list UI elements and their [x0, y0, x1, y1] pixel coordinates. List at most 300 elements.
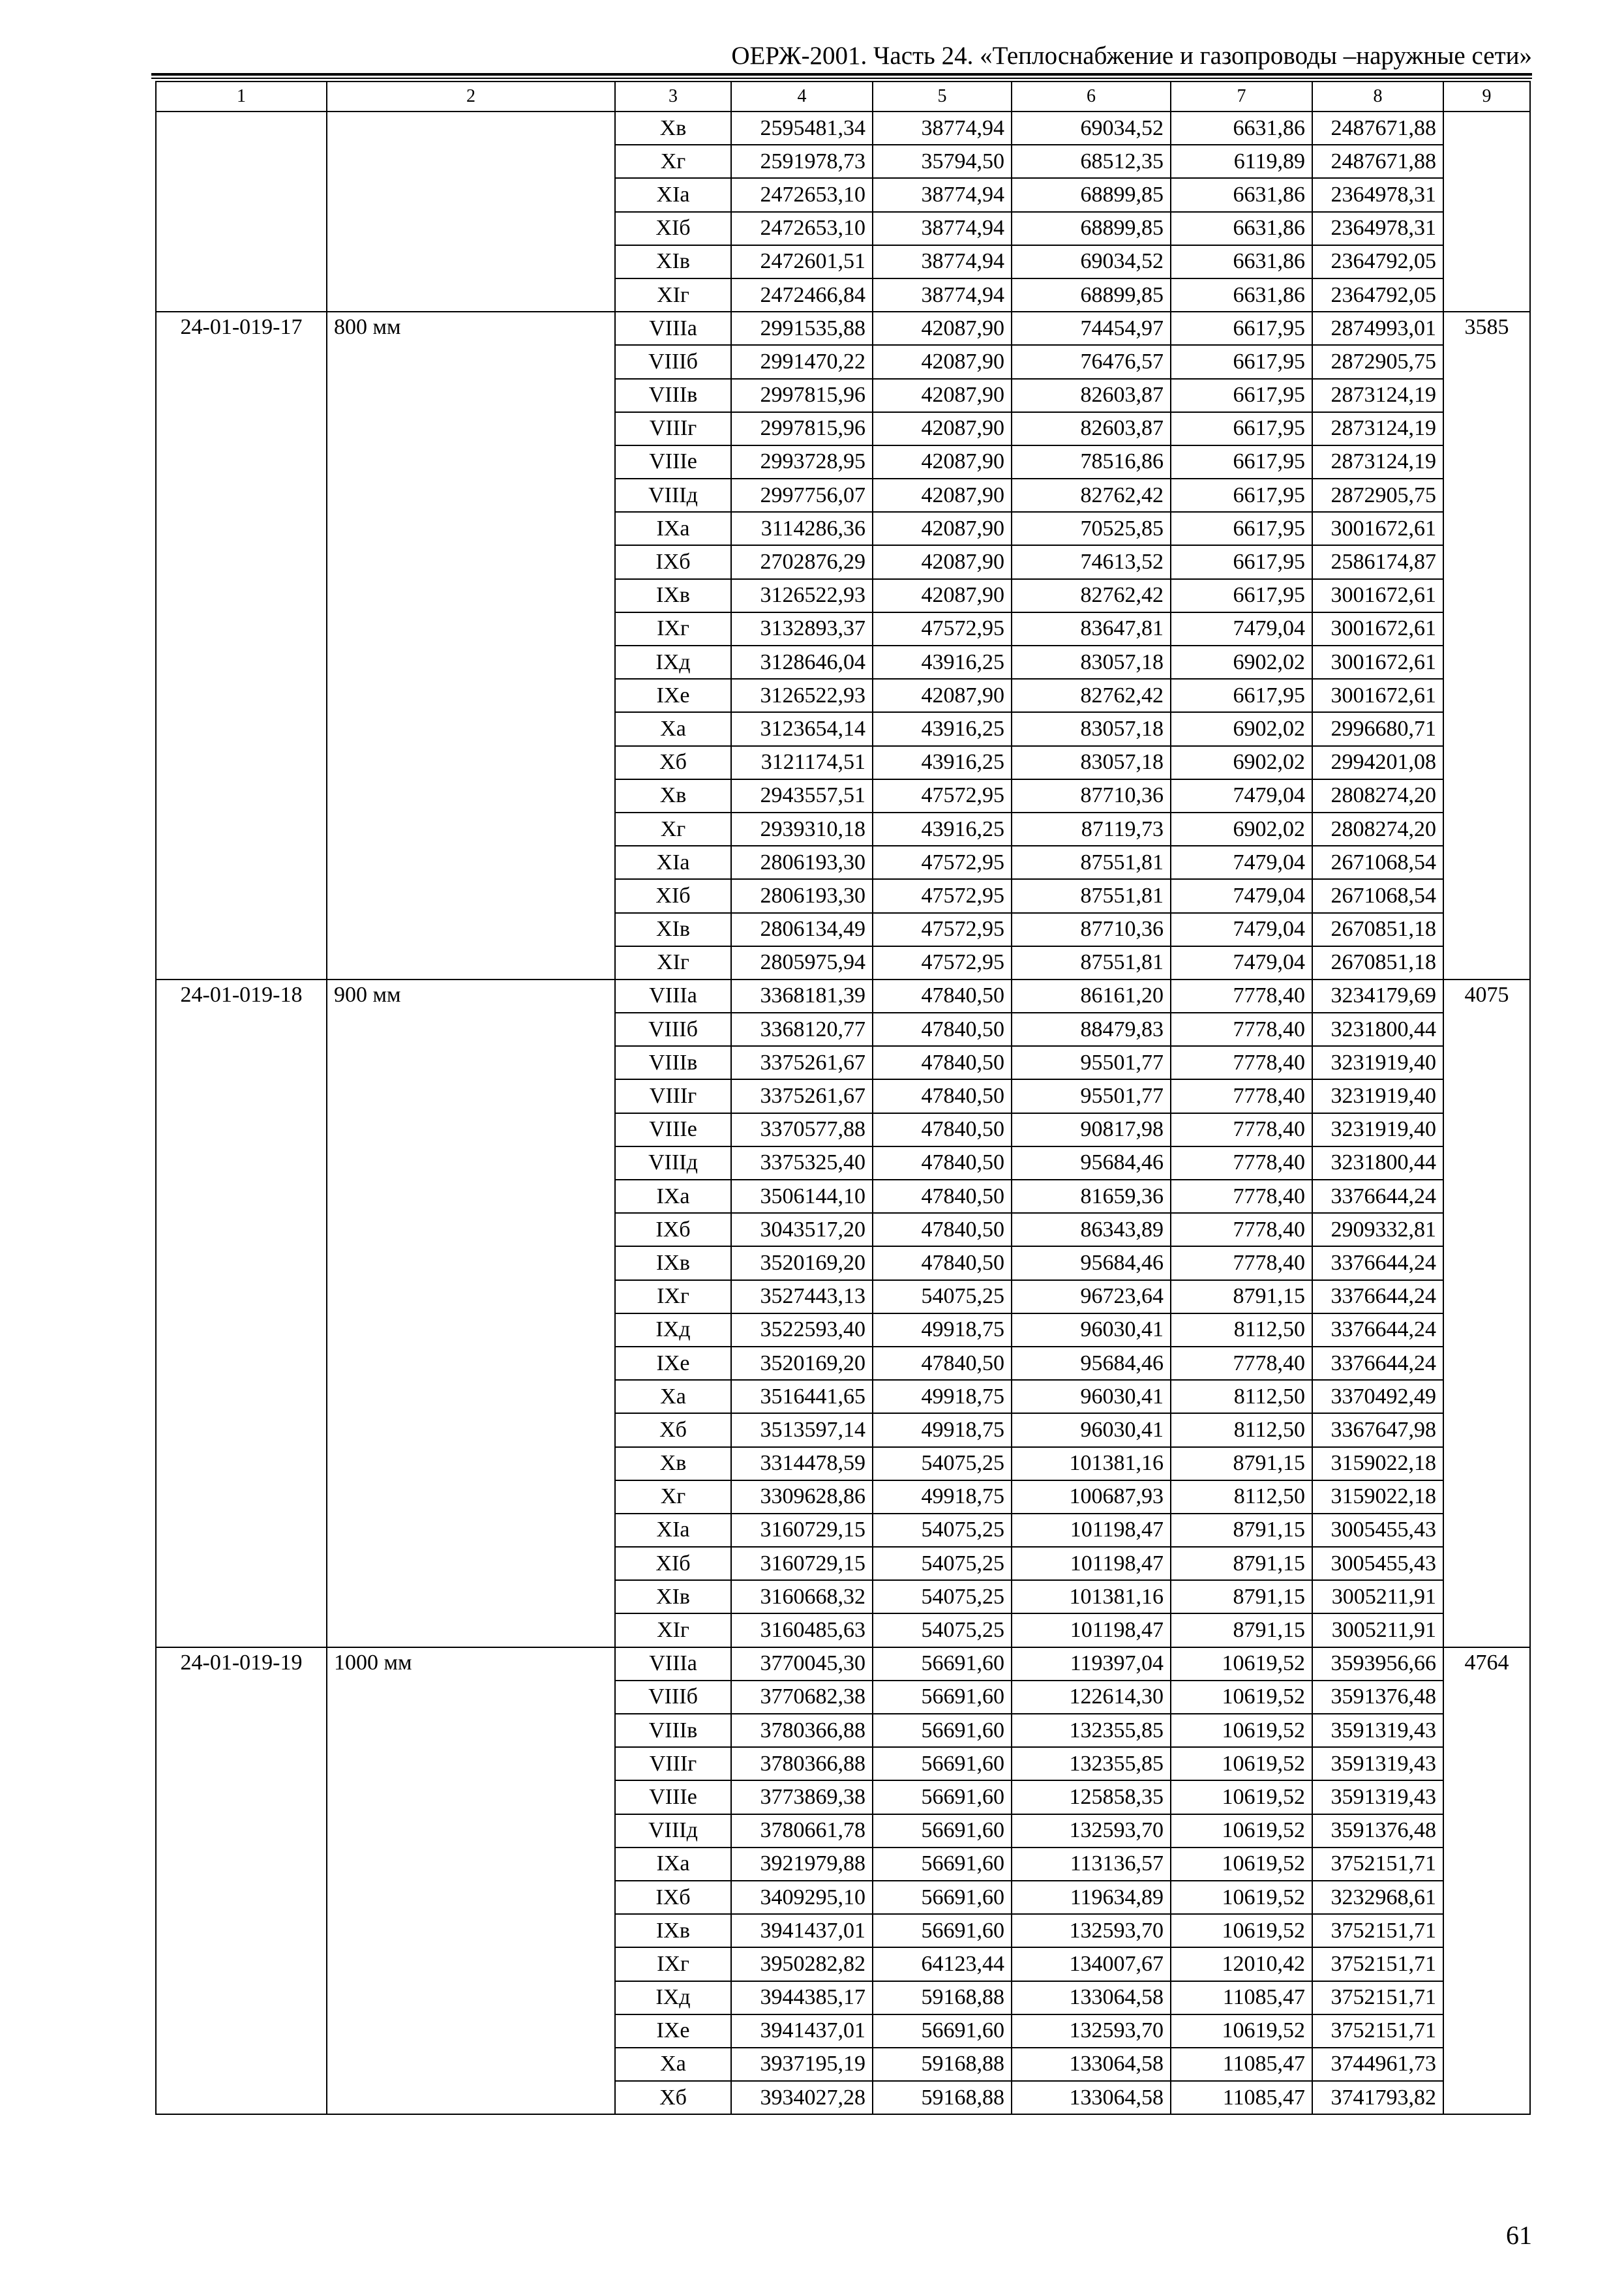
wages-cell: 38774,94 [873, 112, 1012, 145]
materials-cell: 2994201,08 [1312, 746, 1443, 779]
wages-cell: 47840,50 [873, 1079, 1012, 1113]
materials-cell: 2670851,18 [1312, 946, 1443, 980]
materials-cell: 2586174,87 [1312, 545, 1443, 578]
machinist-wages-cell: 10619,52 [1171, 1681, 1312, 1714]
rate-total-cell: 3950282,82 [731, 1947, 873, 1981]
machinist-wages-cell: 7778,40 [1171, 1146, 1312, 1180]
labor-cost: 4075 [1443, 980, 1530, 1647]
zone-code: ХIа [615, 846, 731, 879]
table-body [156, 82, 1530, 2114]
zone-code: Ха [615, 2048, 731, 2081]
machine-cost-cell: 119634,89 [1012, 1881, 1171, 1914]
wages-cell: 47840,50 [873, 1213, 1012, 1246]
machinist-wages-cell: 7778,40 [1171, 1246, 1312, 1279]
wages-cell: 49918,75 [873, 1480, 1012, 1514]
materials-cell: 2487671,88 [1312, 145, 1443, 178]
zone-code: IХд [615, 646, 731, 679]
materials-cell: 3370492,49 [1312, 1380, 1443, 1413]
wages-cell: 42087,90 [873, 445, 1012, 479]
column-number: 5 [873, 82, 1012, 112]
zone-code: IХв [615, 1246, 731, 1279]
materials-cell: 2874993,01 [1312, 312, 1443, 345]
machine-cost-cell: 132593,70 [1012, 1814, 1171, 1848]
zone-code: Хг [615, 1480, 731, 1514]
wages-cell: 54075,25 [873, 1447, 1012, 1480]
rate-total-cell: 2991470,22 [731, 345, 873, 378]
machine-cost-cell: 87551,81 [1012, 879, 1171, 912]
wages-cell: 59168,88 [873, 2081, 1012, 2114]
zone-code: IХе [615, 2014, 731, 2048]
wages-cell: 43916,25 [873, 712, 1012, 745]
wages-cell: 42087,90 [873, 345, 1012, 378]
machinist-wages-cell: 7479,04 [1171, 946, 1312, 980]
rate-total-cell: 3126522,93 [731, 579, 873, 612]
wages-cell: 47840,50 [873, 1146, 1012, 1180]
machine-cost-cell: 119397,04 [1012, 1647, 1171, 1681]
table-row [156, 980, 1530, 1013]
wages-cell: 54075,25 [873, 1280, 1012, 1313]
machine-cost-cell: 81659,36 [1012, 1180, 1171, 1213]
wages-cell: 47840,50 [873, 1046, 1012, 1079]
machinist-wages-cell: 7778,40 [1171, 1079, 1312, 1113]
machine-cost-cell: 87710,36 [1012, 779, 1171, 813]
zone-code: VIIIб [615, 1013, 731, 1046]
machine-cost-cell: 70525,85 [1012, 512, 1171, 545]
zone-code: IХб [615, 1213, 731, 1246]
machine-cost-cell: 76476,57 [1012, 345, 1171, 378]
wages-cell: 54075,25 [873, 1514, 1012, 1547]
materials-cell: 2872905,75 [1312, 345, 1443, 378]
zone-code: Хв [615, 1447, 731, 1480]
materials-cell: 3376644,24 [1312, 1313, 1443, 1347]
machinist-wages-cell: 8791,15 [1171, 1547, 1312, 1580]
rate-total-cell: 3128646,04 [731, 646, 873, 679]
materials-cell: 3367647,98 [1312, 1413, 1443, 1446]
zone-code: IХг [615, 1947, 731, 1981]
wages-cell: 47572,95 [873, 612, 1012, 646]
machinist-wages-cell: 7479,04 [1171, 612, 1312, 646]
zone-code: VIIIд [615, 1814, 731, 1848]
wages-cell: 54075,25 [873, 1580, 1012, 1613]
machine-cost-cell: 87710,36 [1012, 913, 1171, 946]
rate-total-cell: 2806193,30 [731, 879, 873, 912]
header-rule-thin [151, 78, 1532, 79]
wages-cell: 59168,88 [873, 2048, 1012, 2081]
wages-cell: 56691,60 [873, 1681, 1012, 1714]
zone-code: VIIIг [615, 1079, 731, 1113]
table-row [156, 112, 1530, 145]
machine-cost-cell: 82762,42 [1012, 579, 1171, 612]
machinist-wages-cell: 7479,04 [1171, 879, 1312, 912]
wages-cell: 56691,60 [873, 1747, 1012, 1780]
rate-total-cell: 3160729,15 [731, 1514, 873, 1547]
materials-cell: 3231800,44 [1312, 1013, 1443, 1046]
pipe-diameter: 800 мм [327, 312, 615, 980]
rate-total-cell: 2997815,96 [731, 379, 873, 412]
rate-total-cell: 2806134,49 [731, 913, 873, 946]
materials-cell: 3752151,71 [1312, 2014, 1443, 2048]
wages-cell: 42087,90 [873, 379, 1012, 412]
rate-total-cell: 3132893,37 [731, 612, 873, 646]
machinist-wages-cell: 10619,52 [1171, 1647, 1312, 1681]
rate-total-cell: 3773869,38 [731, 1780, 873, 1814]
wages-cell: 64123,44 [873, 1947, 1012, 1981]
rate-total-cell: 3368120,77 [731, 1013, 873, 1046]
rate-total-cell: 3309628,86 [731, 1480, 873, 1514]
machine-cost-cell: 134007,67 [1012, 1947, 1171, 1981]
zone-code: Хг [615, 145, 731, 178]
rate-total-cell: 3516441,65 [731, 1380, 873, 1413]
machine-cost-cell: 96030,41 [1012, 1313, 1171, 1347]
machinist-wages-cell: 12010,42 [1171, 1947, 1312, 1981]
rate-total-cell: 2595481,34 [731, 112, 873, 145]
rate-total-cell: 3160668,32 [731, 1580, 873, 1613]
zone-code: IХв [615, 579, 731, 612]
machine-cost-cell: 101198,47 [1012, 1514, 1171, 1547]
wages-cell: 47840,50 [873, 1347, 1012, 1380]
wages-cell: 38774,94 [873, 212, 1012, 245]
rate-total-cell: 3770045,30 [731, 1647, 873, 1681]
machine-cost-cell: 82762,42 [1012, 479, 1171, 512]
machine-cost-cell: 86161,20 [1012, 980, 1171, 1013]
machinist-wages-cell: 8112,50 [1171, 1380, 1312, 1413]
wages-cell: 59168,88 [873, 1981, 1012, 2014]
zone-code: ХIа [615, 178, 731, 211]
machine-cost-cell: 100687,93 [1012, 1480, 1171, 1514]
zone-code: Ха [615, 1380, 731, 1413]
zone-code: VIIIд [615, 479, 731, 512]
wages-cell: 56691,60 [873, 2014, 1012, 2048]
rate-total-cell: 3375261,67 [731, 1046, 873, 1079]
materials-cell: 3001672,61 [1312, 512, 1443, 545]
wages-cell: 47840,50 [873, 1013, 1012, 1046]
machine-cost-cell: 133064,58 [1012, 2081, 1171, 2114]
wages-cell: 56691,60 [873, 1814, 1012, 1848]
machinist-wages-cell: 7778,40 [1171, 1213, 1312, 1246]
rate-total-cell: 2591978,73 [731, 145, 873, 178]
zone-code: IХг [615, 612, 731, 646]
pipe-diameter: 1000 мм [327, 1647, 615, 2115]
wages-cell: 43916,25 [873, 813, 1012, 846]
zone-code: IХе [615, 679, 731, 712]
machinist-wages-cell: 6902,02 [1171, 646, 1312, 679]
zone-code: Хб [615, 1413, 731, 1446]
rate-total-cell: 3160729,15 [731, 1547, 873, 1580]
column-number: 9 [1443, 82, 1530, 112]
rate-code: 24-01-019-17 [156, 312, 327, 980]
machine-cost-cell: 95501,77 [1012, 1046, 1171, 1079]
machine-cost-cell: 132355,85 [1012, 1714, 1171, 1747]
rate-total-cell: 3314478,59 [731, 1447, 873, 1480]
machinist-wages-cell: 6617,95 [1171, 512, 1312, 545]
machine-cost-cell: 87551,81 [1012, 846, 1171, 879]
machine-cost-cell: 86343,89 [1012, 1213, 1171, 1246]
materials-cell: 3591319,43 [1312, 1747, 1443, 1780]
rate-total-cell: 3368181,39 [731, 980, 873, 1013]
rate-total-cell: 3370577,88 [731, 1113, 873, 1146]
column-number: 4 [731, 82, 873, 112]
machine-cost-cell: 96723,64 [1012, 1280, 1171, 1313]
materials-cell: 3231800,44 [1312, 1146, 1443, 1180]
rate-total-cell: 3921979,88 [731, 1848, 873, 1881]
machinist-wages-cell: 6617,95 [1171, 579, 1312, 612]
wages-cell: 47840,50 [873, 1180, 1012, 1213]
materials-cell: 3005455,43 [1312, 1547, 1443, 1580]
rate-total-cell: 3780366,88 [731, 1714, 873, 1747]
rate-total-cell: 3941437,01 [731, 2014, 873, 2048]
zone-code: IХг [615, 1280, 731, 1313]
zone-code: VIIIв [615, 1046, 731, 1079]
rate-total-cell: 2997756,07 [731, 479, 873, 512]
rate-total-cell: 3126522,93 [731, 679, 873, 712]
materials-cell: 2671068,54 [1312, 846, 1443, 879]
wages-cell: 56691,60 [873, 1714, 1012, 1747]
zone-code: Хг [615, 813, 731, 846]
materials-cell: 3591376,48 [1312, 1814, 1443, 1848]
machine-cost-cell: 101381,16 [1012, 1447, 1171, 1480]
machine-cost-cell: 74613,52 [1012, 545, 1171, 578]
machinist-wages-cell: 7778,40 [1171, 1046, 1312, 1079]
rate-total-cell: 3944385,17 [731, 1981, 873, 2014]
materials-cell: 3005211,91 [1312, 1613, 1443, 1647]
machinist-wages-cell: 8112,50 [1171, 1313, 1312, 1347]
materials-cell: 3159022,18 [1312, 1480, 1443, 1514]
materials-cell: 2364978,31 [1312, 178, 1443, 211]
wages-cell: 54075,25 [873, 1613, 1012, 1647]
machinist-wages-cell: 7479,04 [1171, 913, 1312, 946]
rate-code [156, 112, 327, 312]
machinist-wages-cell: 10619,52 [1171, 1747, 1312, 1780]
rate-total-cell: 3941437,01 [731, 1914, 873, 1947]
rate-total-cell: 3522593,40 [731, 1313, 873, 1347]
materials-cell: 3593956,66 [1312, 1647, 1443, 1681]
rate-total-cell: 3527443,13 [731, 1280, 873, 1313]
materials-cell: 3752151,71 [1312, 1848, 1443, 1881]
materials-cell: 3001672,61 [1312, 679, 1443, 712]
zone-code: VIIIа [615, 1647, 731, 1681]
machinist-wages-cell: 6631,86 [1171, 245, 1312, 278]
rate-total-cell: 3780661,78 [731, 1814, 873, 1848]
machine-cost-cell: 132593,70 [1012, 2014, 1171, 2048]
rate-total-cell: 2943557,51 [731, 779, 873, 813]
machine-cost-cell: 69034,52 [1012, 112, 1171, 145]
machine-cost-cell: 83647,81 [1012, 612, 1171, 646]
rate-total-cell: 2993728,95 [731, 445, 873, 479]
rate-total-cell: 3520169,20 [731, 1347, 873, 1380]
machinist-wages-cell: 8791,15 [1171, 1514, 1312, 1547]
zone-code: VIIIб [615, 1681, 731, 1714]
machinist-wages-cell: 7778,40 [1171, 1180, 1312, 1213]
machinist-wages-cell: 6631,86 [1171, 278, 1312, 312]
page-number: 61 [1506, 2221, 1532, 2250]
wages-cell: 47572,95 [873, 946, 1012, 980]
machine-cost-cell: 101198,47 [1012, 1547, 1171, 1580]
table-row [156, 1647, 1530, 1681]
zone-code: VIIIв [615, 379, 731, 412]
materials-cell: 2873124,19 [1312, 445, 1443, 479]
zone-code: Хб [615, 746, 731, 779]
machine-cost-cell: 68899,85 [1012, 212, 1171, 245]
rate-total-cell: 3506144,10 [731, 1180, 873, 1213]
machine-cost-cell: 83057,18 [1012, 646, 1171, 679]
machinist-wages-cell: 6617,95 [1171, 412, 1312, 445]
materials-cell: 2873124,19 [1312, 379, 1443, 412]
machine-cost-cell: 122614,30 [1012, 1681, 1171, 1714]
rate-total-cell: 3937195,19 [731, 2048, 873, 2081]
machine-cost-cell: 113136,57 [1012, 1848, 1171, 1881]
wages-cell: 42087,90 [873, 512, 1012, 545]
materials-cell: 3001672,61 [1312, 646, 1443, 679]
machinist-wages-cell: 6617,95 [1171, 545, 1312, 578]
wages-cell: 56691,60 [873, 1780, 1012, 1814]
materials-cell: 2670851,18 [1312, 913, 1443, 946]
wages-cell: 43916,25 [873, 746, 1012, 779]
machinist-wages-cell: 8791,15 [1171, 1447, 1312, 1480]
machine-cost-cell: 87551,81 [1012, 946, 1171, 980]
machine-cost-cell: 95684,46 [1012, 1146, 1171, 1180]
materials-cell: 2909332,81 [1312, 1213, 1443, 1246]
rate-total-cell: 2472653,10 [731, 178, 873, 211]
machine-cost-cell: 82762,42 [1012, 679, 1171, 712]
wages-cell: 38774,94 [873, 178, 1012, 211]
pipe-diameter [327, 112, 615, 312]
zone-code: ХIв [615, 913, 731, 946]
machinist-wages-cell: 7778,40 [1171, 1113, 1312, 1146]
machinist-wages-cell: 6617,95 [1171, 479, 1312, 512]
materials-cell: 2364792,05 [1312, 278, 1443, 312]
wages-cell: 56691,60 [873, 1881, 1012, 1914]
materials-cell: 2364792,05 [1312, 245, 1443, 278]
zone-code: IХб [615, 1881, 731, 1914]
machinist-wages-cell: 7479,04 [1171, 846, 1312, 879]
machinist-wages-cell: 7778,40 [1171, 980, 1312, 1013]
materials-cell: 2364978,31 [1312, 212, 1443, 245]
machine-cost-cell: 96030,41 [1012, 1413, 1171, 1446]
materials-cell: 2872905,75 [1312, 479, 1443, 512]
materials-cell: 3741793,82 [1312, 2081, 1443, 2114]
materials-cell: 3376644,24 [1312, 1280, 1443, 1313]
wages-cell: 56691,60 [873, 1848, 1012, 1881]
machine-cost-cell: 88479,83 [1012, 1013, 1171, 1046]
machine-cost-cell: 78516,86 [1012, 445, 1171, 479]
rate-total-cell: 3375325,40 [731, 1146, 873, 1180]
wages-cell: 42087,90 [873, 312, 1012, 345]
machinist-wages-cell: 11085,47 [1171, 2081, 1312, 2114]
zone-code: VIIIб [615, 345, 731, 378]
pipe-diameter: 900 мм [327, 980, 615, 1647]
wages-cell: 54075,25 [873, 1547, 1012, 1580]
machine-cost-cell: 83057,18 [1012, 746, 1171, 779]
zone-code: IХе [615, 1347, 731, 1380]
zone-code: VIIIа [615, 980, 731, 1013]
materials-cell: 2873124,19 [1312, 412, 1443, 445]
machinist-wages-cell: 6631,86 [1171, 212, 1312, 245]
zone-code: Хв [615, 112, 731, 145]
wages-cell: 47572,95 [873, 846, 1012, 879]
rate-total-cell: 3520169,20 [731, 1246, 873, 1279]
price-table [155, 81, 1531, 2115]
machinist-wages-cell: 11085,47 [1171, 2048, 1312, 2081]
machine-cost-cell: 133064,58 [1012, 1981, 1171, 2014]
machinist-wages-cell: 6617,95 [1171, 312, 1312, 345]
zone-code: VIIIе [615, 445, 731, 479]
rate-total-cell: 2702876,29 [731, 545, 873, 578]
zone-code: VIIIе [615, 1113, 731, 1146]
wages-cell: 47572,95 [873, 879, 1012, 912]
machinist-wages-cell: 6617,95 [1171, 379, 1312, 412]
wages-cell: 49918,75 [873, 1413, 1012, 1446]
column-number: 7 [1171, 82, 1312, 112]
header-rule-thick [151, 73, 1532, 76]
machinist-wages-cell: 8791,15 [1171, 1580, 1312, 1613]
machinist-wages-cell: 10619,52 [1171, 1881, 1312, 1914]
rate-total-cell: 2997815,96 [731, 412, 873, 445]
machine-cost-cell: 68899,85 [1012, 178, 1171, 211]
rate-total-cell: 3160485,63 [731, 1613, 873, 1647]
zone-code: ХIг [615, 278, 731, 312]
machine-cost-cell: 90817,98 [1012, 1113, 1171, 1146]
materials-cell: 3752151,71 [1312, 1947, 1443, 1981]
zone-code: Хв [615, 779, 731, 813]
materials-cell: 3231919,40 [1312, 1046, 1443, 1079]
zone-code: VIIIг [615, 412, 731, 445]
machine-cost-cell: 96030,41 [1012, 1380, 1171, 1413]
machine-cost-cell: 101198,47 [1012, 1613, 1171, 1647]
zone-code: ХIа [615, 1514, 731, 1547]
column-number: 6 [1012, 82, 1171, 112]
zone-code: ХIв [615, 245, 731, 278]
zone-code: VIIIд [615, 1146, 731, 1180]
rate-total-cell: 2939310,18 [731, 813, 873, 846]
wages-cell: 49918,75 [873, 1380, 1012, 1413]
labor-cost: 4764 [1443, 1647, 1530, 2115]
wages-cell: 42087,90 [873, 479, 1012, 512]
machinist-wages-cell: 7479,04 [1171, 779, 1312, 813]
rate-total-cell: 2806193,30 [731, 846, 873, 879]
rate-total-cell: 3375261,67 [731, 1079, 873, 1113]
machine-cost-cell: 87119,73 [1012, 813, 1171, 846]
table-row [156, 312, 1530, 345]
machinist-wages-cell: 10619,52 [1171, 1848, 1312, 1881]
zone-code: ХIб [615, 879, 731, 912]
wages-cell: 38774,94 [873, 278, 1012, 312]
machinist-wages-cell: 6902,02 [1171, 813, 1312, 846]
zone-code: ХIв [615, 1580, 731, 1613]
rate-total-cell: 2991535,88 [731, 312, 873, 345]
wages-cell: 47572,95 [873, 913, 1012, 946]
materials-cell: 2996680,71 [1312, 712, 1443, 745]
column-number: 8 [1312, 82, 1443, 112]
materials-cell: 3591319,43 [1312, 1780, 1443, 1814]
materials-cell: 3001672,61 [1312, 579, 1443, 612]
machinist-wages-cell: 8112,50 [1171, 1480, 1312, 1514]
zone-code: IХа [615, 1180, 731, 1213]
rate-total-cell: 3123654,14 [731, 712, 873, 745]
column-number-row [156, 82, 1530, 112]
materials-cell: 3234179,69 [1312, 980, 1443, 1013]
rate-total-cell: 2472653,10 [731, 212, 873, 245]
labor-cost: 3585 [1443, 312, 1530, 980]
materials-cell: 3005455,43 [1312, 1514, 1443, 1547]
zone-code: ХIб [615, 1547, 731, 1580]
machine-cost-cell: 95684,46 [1012, 1246, 1171, 1279]
column-number: 3 [615, 82, 731, 112]
zone-code: VIIIг [615, 1747, 731, 1780]
zone-code: IХв [615, 1914, 731, 1947]
machinist-wages-cell: 6617,95 [1171, 679, 1312, 712]
machine-cost-cell: 83057,18 [1012, 712, 1171, 745]
zone-code: VIIIв [615, 1714, 731, 1747]
